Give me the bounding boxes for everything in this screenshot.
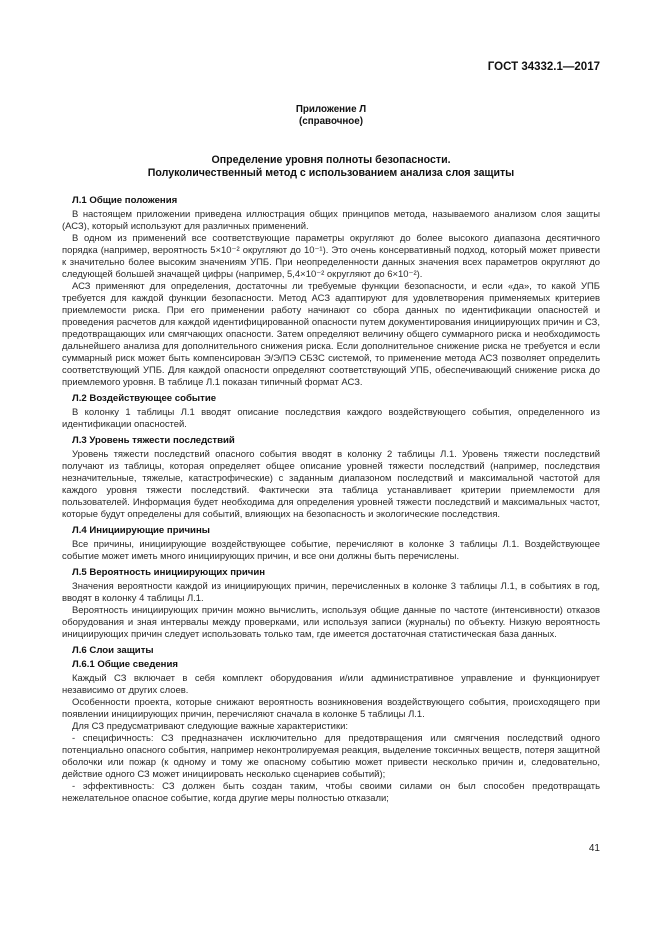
paragraph: - специфичность: СЗ предназначен исключительно для предотвращения или смягчения последствий одного потенциально опасного события, например неконтролируемая реакция, выделение токсичных веществ, потеря защитной оболочки или пожар (к одному и тому же опасному событию может привести несколько причин и, следовательно, действие одного СЗ может инициировать несколько сценариев событий); (62, 733, 600, 780)
paragraph: - эффективность: СЗ должен быть создан таким, чтобы своими силами он был способен предотвращать нежелательное опасное событие, когда другие меры полностью отказали; (62, 781, 600, 804)
document-code: ГОСТ 34332.1—2017 (487, 61, 600, 73)
section-heading: Л.1 Общие положения (72, 195, 178, 206)
appendix-label: Приложение Л (295, 104, 367, 115)
title-line-2: Полуколичественный метод с использованием анализа слоя защиты (147, 166, 515, 179)
section (62, 659, 600, 805)
section (62, 525, 600, 563)
section (62, 645, 600, 657)
title-line-1: Определение уровня полноты безопасности. (211, 154, 451, 166)
page-title (62, 154, 600, 179)
section (62, 567, 600, 641)
paragraph: Значения вероятности каждой из инициирующих причин, перечисленных в колонке 3 таблицы Л.1, в событиях в год, вводят в колонку 4 таблицы Л.1. (62, 581, 600, 604)
paragraph: Уровень тяжести последствий опасного события вводят в колонку 2 таблицы Л.1. Уровень тяжести последствий получают из таблицы, которая определяет общее описание уровней тяжести последствий (например, последствия незначительные, тяжелые, катастрофические) с заданным диапазоном последствий и максимальной частотой для каждого уровня тяжести последствий. Фактически эта таблица устанавливает критерии приемлемости для пользователей. Информация будет необходима для определения уровней тяжести последствий и максимальных частот, которые будут определены для событий, влияющих на безопасность и экологические последствия. (62, 449, 600, 520)
paragraph: АСЗ применяют для определения, достаточны ли требуемые функции безопасности, и если «да», то какой УПБ требуется для каждой функции безопасности. Метод АСЗ адаптируют для удовлетворения применяемых критериев приемлемости риска. При его применении работу начинают со сбора данных по идентификации опасностей и проведения расчетов для каждой идентифицированной опасности путем документирования инициирующих причин и СЗ, предотвращающих или смягчающих опасности. Затем определяют величину общего суммарного риска и необходимость дальнейшего анализа для дополнительного снижения риска. Если дополнительное снижение риска не требуется и если суммарный риск может быть компенсирован Э/Э/ПЭ СБЗС системой, то применение метода АСЗ позволяет определить соответствующий УПБ. Для каждой опасности определяют соответствующий УПБ, обеспечивающий снижение риска до приемлемого уровня. В таблице Л.1 показан типичный формат АСЗ. (62, 281, 600, 388)
appendix-kind: (справочное) (299, 116, 363, 127)
section (62, 435, 600, 521)
section (62, 195, 600, 389)
section-heading: Л.5 Вероятность инициирующих причин (72, 567, 266, 578)
section (62, 393, 600, 431)
paragraph: Вероятность инициирующих причин можно вычислить, используя общие данные по частоте (интенсивности) отказов оборудования и зная интервалы между проверками, или используя записи (журналы) по объекту. Низкую вероятность инициирующих причин следует использовать только там, где имеется достаточная статистическая база данных. (62, 605, 600, 640)
document-body (62, 195, 600, 805)
paragraph: Особенности проекта, которые снижают вероятность возникновения воздействующего события, происходящего при появлении инициирующих причин, перечисляют сначала в колонке 5 таблицы Л.1. (62, 697, 600, 720)
page-number: 41 (588, 843, 600, 854)
paragraph: Для СЗ предусматривают следующие важные характеристики: (72, 721, 348, 732)
section-heading: Л.6 Слои защиты (72, 645, 154, 656)
section-heading: Л.2 Воздействующее событие (72, 393, 217, 404)
paragraph: В одном из применений все соответствующие параметры округляют до более высокого диапазона десятичного порядка (например, вероятность 5×10⁻² округляют до 10⁻¹). Это очень консервативный подход, который может привести к значительно более высоким значениям УПБ. При неопределенности данных значения всех параметров округляют до следующей большей значащей цифры (например, 5,4×10⁻² округляют до 6×10⁻²). (62, 233, 600, 280)
paragraph: Все причины, инициирующие воздействующее событие, перечисляют в колонке 3 таблицы Л.1. Воздействующее событие может иметь много инициирующих причин, и все они должны быть перечислены. (62, 539, 600, 562)
section-heading: Л.3 Уровень тяжести последствий (72, 435, 235, 446)
paragraph: В колонку 1 таблицы Л.1 вводят описание последствия каждого воздействующего события, определенного из идентификации опасностей. (62, 407, 600, 430)
section-heading: Л.4 Инициирующие причины (72, 525, 210, 536)
section-heading: Л.6.1 Общие сведения (72, 659, 178, 670)
paragraph: Каждый СЗ включает в себя комплект оборудования и/или административное управление и функционирует независимо от других слоев. (62, 673, 600, 696)
appendix-heading (62, 104, 600, 128)
paragraph: В настоящем приложении приведена иллюстрация общих принципов метода, называемого анализом слоя защиты (АСЗ), который используют для различных применений. (62, 209, 600, 232)
